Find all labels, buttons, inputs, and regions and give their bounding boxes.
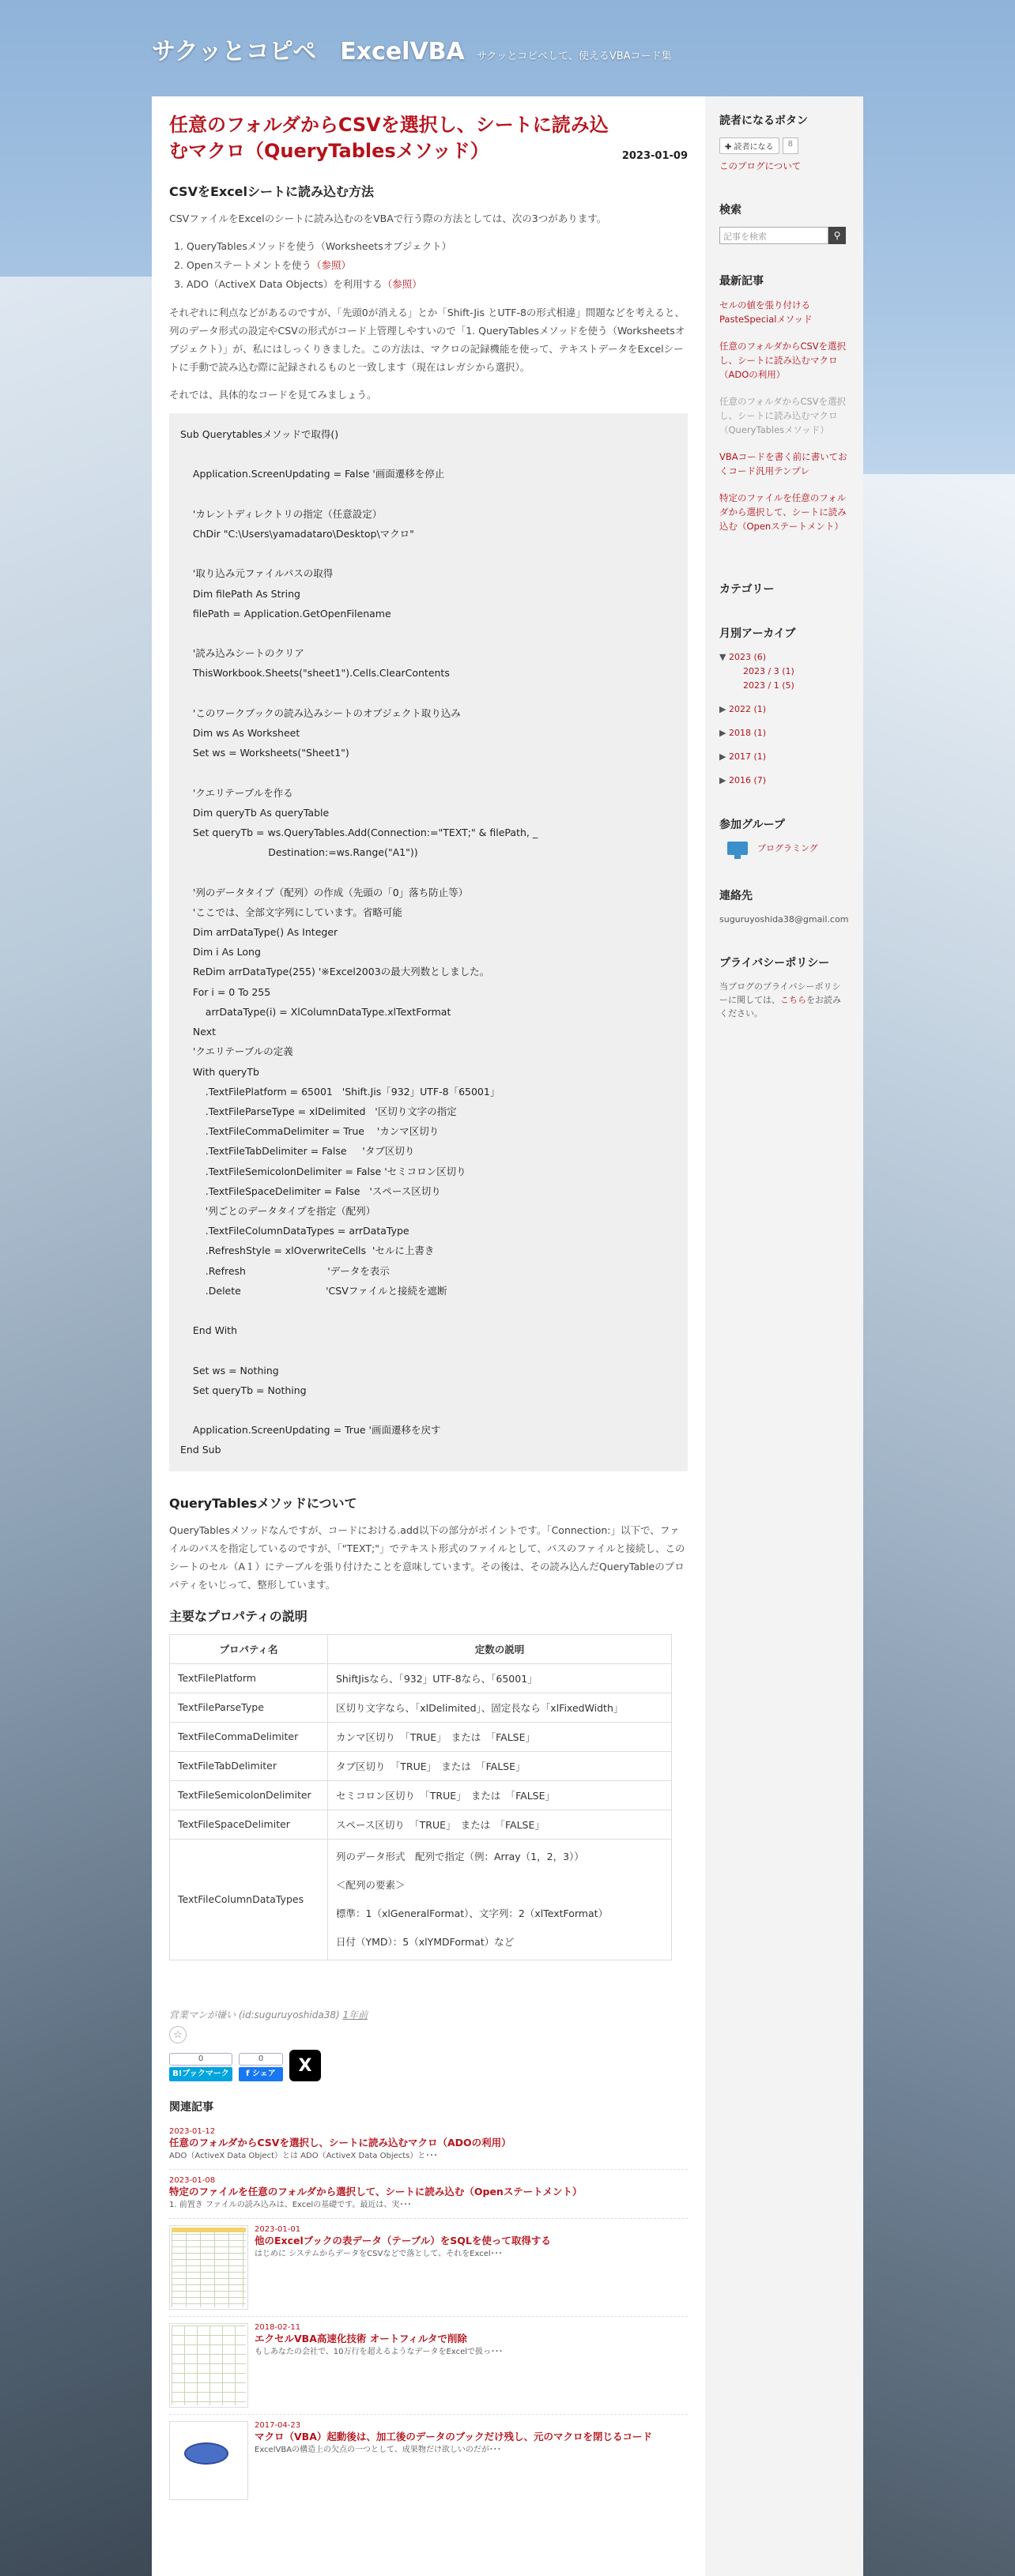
method-item — [187, 237, 688, 256]
facebook-count: 0 — [239, 2053, 283, 2066]
search-input[interactable]: 記事を検索 — [719, 227, 828, 244]
background-mountain-right — [857, 474, 1015, 2576]
search-form — [719, 227, 846, 244]
recent-item[interactable]: 任意のフォルダからCSVを選択し、シートに読み込むマクロ（QueryTablesメソッド） — [719, 396, 847, 435]
related-date: 2017-04-23 — [255, 2421, 301, 2431]
search-icon[interactable]: ⚲ — [828, 227, 846, 244]
table-row — [170, 1810, 672, 1839]
method-text: ADO（ActiveX Data Objects）を利用する — [187, 278, 383, 290]
method-text: QueryTablesメソッドを使う（Worksheetsオブジェクト） — [187, 240, 452, 252]
related-entry[interactable] — [169, 2176, 688, 2219]
archive-year[interactable] — [719, 650, 849, 665]
desc-line: 列のデータ形式 配列で指定（例：Array（1，2，3）） — [336, 1850, 584, 1862]
site-header — [152, 32, 863, 95]
method-text: Openステートメントを使う — [187, 259, 312, 271]
widget-title: 参加グループ — [719, 819, 785, 831]
privacy-text — [719, 980, 849, 1020]
widget-title: 月別アーカイブ — [719, 627, 796, 640]
category-widget — [719, 581, 849, 597]
site-title[interactable]: サクッとコピペ ExcelVBA — [152, 38, 465, 66]
author-line — [169, 2008, 688, 2021]
star-icon[interactable]: ☆ — [169, 2026, 187, 2043]
background-mountain-left — [0, 277, 158, 2576]
chevron-down-icon[interactable]: ▼ — [719, 652, 726, 662]
property-name: TextFileColumnDataTypes — [170, 1839, 328, 1960]
chevron-right-icon[interactable]: ▶ — [719, 751, 726, 762]
lead-paragraph: それでは、具体的なコードを見てみましょう。 — [169, 389, 377, 401]
widget-title: 検索 — [719, 204, 741, 217]
explanation-paragraph: それぞれに利点などがあるのですが、「先頭0が消える」とか「Shift-Jis とUTF-8の形式相違」問題などを考えると、列のデータ形式の設定やCSVの形式がコード上管理しやすいので「1. QueryTablesメソッドを使う（Worksheetsオブジェクト）」が、私にはしっくりきました。この方法は、マクロの記録機能を使って、テキストデータをExcelシートに手動で読み込む際に記録されるものと一致します（現在はレガシから選択）。 — [169, 307, 685, 373]
method-item — [187, 256, 688, 275]
chevron-right-icon[interactable]: ▶ — [719, 704, 726, 714]
archive-month[interactable]: 2023 / 3 (1) — [743, 666, 794, 676]
section-heading-about: QueryTablesメソッドについて — [169, 1495, 357, 1511]
table-row — [170, 1839, 672, 1960]
contact-email: suguruyoshida38@gmail.com — [719, 914, 849, 925]
about-text: QueryTablesメソッドなんですが、コードにおける.add以下の部分がポイントです。「Connection:」以下で、ファイルのパスを指定しているのですが、「"TEXT;"」でテキスト形式のファイルとして、パスのファイルと接続し、このシートのセル（A１）にテーブルを張り付けたことを意味しています。その後は、その読み込んだQueryTableのプロパティをいじって、整形しています。 — [169, 1523, 685, 1591]
desc-line: 標準：1（xlGeneralFormat）、文字列：2（xlTextFormat） — [336, 1907, 609, 1919]
main-content — [152, 96, 705, 2576]
recent-item[interactable]: セルの値を張り付けるPasteSpecialメソッド — [719, 299, 813, 325]
property-desc — [328, 1839, 672, 1960]
related-entry[interactable] — [169, 2127, 688, 2170]
reference-link[interactable]: （参照） — [311, 259, 352, 271]
archive-year[interactable] — [719, 702, 849, 717]
entry-header — [169, 112, 688, 164]
privacy-pre: 当ブログのプライバシーポリシーに関しては、 — [719, 981, 841, 1005]
group-name[interactable]: プログラミング — [757, 843, 818, 853]
related-summary: ExcelVBAの構造上の欠点の一つとして、成果物だけ欲しいのだが･･･ — [255, 2446, 501, 2455]
related-thumbnail[interactable] — [169, 2225, 248, 2310]
widget-title: 最新記事 — [719, 275, 764, 288]
archive-year-label[interactable]: 2018 (1) — [729, 728, 767, 738]
recent-item[interactable]: 特定のファイルを任意のフォルダから選択して、シートに読み込む（Openステートメント） — [719, 492, 847, 532]
property-desc: タブ区切り 「TRUE」 または 「FALSE」 — [328, 1751, 672, 1780]
facebook-share-button[interactable]: f シェア — [239, 2067, 283, 2081]
widget-title: 読者になるボタン — [719, 115, 808, 127]
reference-link[interactable]: （参照） — [382, 278, 422, 290]
search-widget — [719, 201, 849, 244]
related-date: 2023-01-01 — [255, 2225, 301, 2235]
site-description: サクッとコピペして、使えるVBAコード集 — [476, 51, 672, 62]
privacy-widget — [719, 955, 849, 1020]
related-summary: ADO（ActiveX Data Object）とは ADO（ActiveX Data Objects）と･･･ — [169, 2152, 438, 2161]
reader-widget — [719, 112, 849, 173]
widget-title: カテゴリー — [719, 583, 775, 596]
related-entry[interactable] — [169, 2421, 688, 2506]
archive-year-label[interactable]: 2017 (1) — [729, 751, 767, 762]
hatena-bookmark-button[interactable]: B!ブックマーク — [169, 2067, 232, 2081]
related-title[interactable]: 特定のファイルを任意のフォルダから選択して、シートに読み込む（Openステートメント） — [169, 2186, 583, 2198]
archive-month[interactable]: 2023 / 1 (5) — [743, 680, 794, 691]
related-entry[interactable] — [169, 2225, 688, 2317]
desc-line: ＜配列の要素＞ — [336, 1878, 406, 1891]
post-age-link[interactable]: 1年前 — [342, 2009, 368, 2021]
property-name: TextFileTabDelimiter — [170, 1751, 328, 1780]
property-desc: カンマ区切り 「TRUE」 または 「FALSE」 — [328, 1722, 672, 1751]
intro-text: CSVファイルをExcelのシートに読み込むのをVBAで行う際の方法としては、次の3つがあります。 — [169, 213, 607, 224]
share-buttons — [169, 2050, 688, 2081]
subscriber-count: 8 — [783, 137, 798, 154]
column-header: プロパティ名 — [170, 1634, 328, 1663]
property-desc: スペース区切り 「TRUE」 または 「FALSE」 — [328, 1810, 672, 1839]
archive-widget — [719, 625, 849, 788]
related-thumbnail[interactable] — [169, 2323, 248, 2408]
hatena-count: 0 — [169, 2053, 232, 2066]
related-title[interactable]: マクロ（VBA）起動後は、加工後のデータのブックだけ残し、元のマクロを閉じるコード — [255, 2431, 653, 2443]
related-date: 2018-02-11 — [255, 2323, 301, 2333]
x-share-icon[interactable]: X — [289, 2050, 321, 2081]
related-thumbnail[interactable] — [169, 2421, 248, 2500]
properties-table — [169, 1634, 672, 1960]
property-name: TextFileParseType — [170, 1693, 328, 1722]
entry-date[interactable]: 2023-01-09 — [621, 150, 688, 162]
archive-year[interactable] — [719, 750, 849, 764]
privacy-post: をお読みください。 — [719, 995, 841, 1019]
property-desc: 区切り文字なら、「xlDelimited」、固定長なら「xlFixedWidth」 — [328, 1693, 672, 1722]
table-row — [170, 1751, 672, 1780]
entry-title[interactable]: 任意のフォルダからCSVを選択し、シートに読み込むマクロ（QueryTablesメソッド） — [169, 114, 609, 162]
privacy-link[interactable]: こちら — [780, 995, 806, 1005]
related-date: 2023-01-12 — [169, 2127, 216, 2137]
archive-year[interactable] — [719, 726, 849, 740]
code-block[interactable]: Sub Querytablesメソッドで取得() Application.ScreenUpdating = False '画面遷移を停止 'カレントディレクトリの指定（任意設定） ChDir "C:\Users\yamadatarо\Desktop\マクロ" '取り込み元ファイルパスの取得 Dim filePath As String filePath = Application.GetOpenFilename '読み込みシートのクリア ThisWorkbook.Sheets("sheet1").Cells.ClearContents 'このワークブックの読み込みシートのオブジェクト取り込み Dim ws As Worksheet Set ws = Worksheets("Sheet1") 'クエリテーブルを作る Dim queryTb As queryTable Set queryTb = ws.QueryTables.Add(Connection:="TEXT;" & filePath, _ Destination:=ws.Range("A1")) '列のデータタイプ（配列）の作成（先頭の「0」落ち防止等） 'ここでは、全部文字列にしています。省略可能 Dim arrDataType() As Integer Dim i As Long ReDim arrDataType(255) '※Excel2003の最大列数としました。 For i = 0 To 255 arrDataType(i) = XlColumnDataType.xlTextFormat Next 'クエリテーブルの定義 With queryTb .TextFilePlatform = 65001 'Shift.Jis「932」UTF-8「65001」 .TextFileParseType = xlDelimited '区切り文字の指定 .TextFileCommaDelimiter = True 'カンマ区切り .TextFileTabDelimiter = False 'タブ区切り .TextFileSemicolonDelimiter = False 'セミコロン区切り .TextFileSpaceDelimiter = False 'スペース区切り '列ごとのデータタイプを指定（配列） .TextFileColumnDataTypes = arrDataType .RefreshStyle = xlOverwriteCells 'セルに上書き .Refresh 'データを表示 .Delete 'CSVファイルと接続を遮断 End With Set ws = Nothing Set queryTb = Nothing Application.ScreenUpdating = True '画面遷移を戻す End Sub — [169, 413, 688, 1471]
archive-year-label[interactable]: 2016 (7) — [729, 775, 767, 785]
about-blog-link[interactable]: このブログについて — [719, 160, 802, 171]
related-title[interactable]: 他のExcelブックの表データ（テーブル）をSQLを使って取得する — [255, 2235, 551, 2247]
archive-year[interactable] — [719, 774, 849, 788]
property-name: TextFilePlatform — [170, 1663, 328, 1693]
subscribe-button[interactable]: ✚ 読者になる — [719, 137, 779, 154]
related-entry[interactable] — [169, 2323, 688, 2415]
related-summary: 1. 前置き ファイルの読み込みは、Excelの基礎です。最近は、実･･･ — [169, 2201, 412, 2210]
facebook-share[interactable] — [239, 2053, 283, 2081]
widget-title: 連絡先 — [719, 890, 753, 902]
chevron-right-icon[interactable]: ▶ — [719, 775, 726, 785]
group-widget — [719, 816, 849, 859]
table-row — [170, 1780, 672, 1810]
table-row — [170, 1693, 672, 1722]
archive-year-label[interactable]: 2023 (6) — [729, 652, 767, 662]
property-desc: ShiftJisなら、「932」UTF-8なら、「65001」 — [328, 1663, 672, 1693]
methods-list — [187, 237, 688, 294]
reader-button-group — [719, 137, 849, 154]
table-row — [170, 1663, 672, 1693]
desc-line: 日付（YMD）：5（xlYMDFormat）など — [336, 1935, 515, 1948]
section-heading-props: 主要なプロパティの説明 — [169, 1608, 308, 1624]
method-item — [187, 275, 688, 294]
monitor-icon — [727, 842, 748, 859]
related-title[interactable]: エクセルVBA高速化技術 オートフィルタで削除 — [255, 2333, 467, 2345]
chevron-right-icon[interactable]: ▶ — [719, 728, 726, 738]
related-date: 2023-01-08 — [169, 2176, 216, 2186]
related-heading: 関連記事 — [169, 2101, 213, 2115]
group-item[interactable] — [727, 842, 849, 859]
related-summary: はじめに システムからデータをCSVなどで落として、それをExcel･･･ — [255, 2250, 503, 2259]
property-name: TextFileSpaceDelimiter — [170, 1810, 328, 1839]
sidebar — [705, 96, 863, 2576]
hatena-share[interactable] — [169, 2053, 232, 2081]
widget-title: プライバシーポリシー — [719, 957, 830, 970]
property-desc: セミコロン区切り 「TRUE」 または 「FALSE」 — [328, 1780, 672, 1810]
property-name: TextFileSemicolonDelimiter — [170, 1780, 328, 1810]
recent-item[interactable]: VBAコードを書く前に書いておくコード汎用テンプレ — [719, 451, 847, 476]
section-heading-intro: CSVをExcelシートに読み込む方法 — [169, 184, 375, 199]
archive-year-label[interactable]: 2022 (1) — [729, 704, 767, 714]
recent-widget — [719, 273, 849, 533]
table-row — [170, 1722, 672, 1751]
column-header: 定数の説明 — [328, 1634, 672, 1663]
recent-item[interactable]: 任意のフォルダからCSVを選択し、シートに読み込むマクロ（ADOの利用） — [719, 341, 847, 380]
author-name[interactable]: 営業マンが嫌い (id:suguruyoshida38) — [169, 2009, 340, 2021]
property-name: TextFileCommaDelimiter — [170, 1722, 328, 1751]
related-title[interactable]: 任意のフォルダからCSVを選択し、シートに読み込むマクロ（ADOの利用） — [169, 2137, 511, 2149]
related-summary: もしあなたの会社で、10万行を超えるようなデータをExcelで扱っ･･･ — [255, 2348, 504, 2357]
table-header-row — [170, 1634, 672, 1663]
contact-widget — [719, 887, 849, 926]
